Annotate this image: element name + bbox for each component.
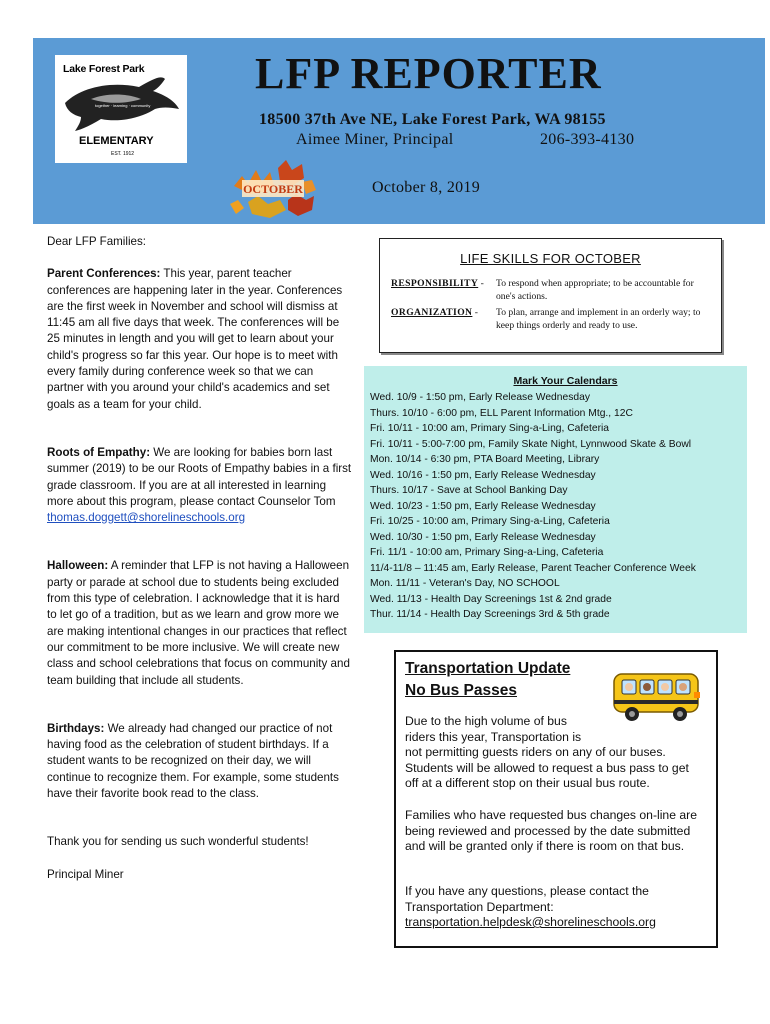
calendar-event: Thur. 11/14 - Health Day Screenings 3rd & 5th grade xyxy=(370,609,610,620)
skill-separator: - xyxy=(472,307,478,318)
calendar-events xyxy=(370,390,745,623)
transportation-box xyxy=(394,650,718,948)
skill-definition: To plan, arrange and implement in an orderly way; to keep things orderly and ready to use. xyxy=(496,307,701,331)
section-heading: Roots of Empathy: xyxy=(47,445,151,459)
logo-established: EST. 1912 xyxy=(111,151,135,157)
section-parent-conferences xyxy=(47,266,352,413)
section-halloween xyxy=(47,558,352,688)
transport-paragraph-1a: Due to the high volume of bus riders this year, Transportation is xyxy=(405,714,582,744)
transport-contact-text: If you have any questions, please contact the Transportation Department: xyxy=(405,884,649,914)
calendar-event: Thurs. 10/10 - 6:00 pm, ELL Parent Information Mtg., 12C xyxy=(370,407,633,419)
logo-school-name: Lake Forest Park xyxy=(63,63,145,75)
calendar-event: 11/4-11/8 – 11:45 am, Early Release, Parent Teacher Conference Week xyxy=(370,562,696,574)
school-phone: 206-393-4130 xyxy=(540,131,635,148)
letter-salutation: Dear LFP Families: xyxy=(47,235,147,248)
calendar-event: Fri. 10/11 - 5:00-7:00 pm, Family Skate Night, Lynnwood Skate & Bowl xyxy=(370,438,692,450)
skill-separator: - xyxy=(478,278,484,289)
calendar-title: Mark Your Calendars xyxy=(513,375,618,387)
calendar-event: Wed. 11/13 - Health Day Screenings 1st & 2nd grade xyxy=(370,593,612,605)
principal-letter xyxy=(47,234,352,883)
skill-responsibility xyxy=(391,278,711,303)
bus-passes-heading: No Bus Passes xyxy=(405,682,517,699)
life-skills-title: LIFE SKILLS FOR OCTOBER xyxy=(460,251,641,266)
newsletter-title: LFP REPORTER xyxy=(255,49,602,98)
school-bus-icon xyxy=(608,662,704,726)
school-logo xyxy=(55,55,187,163)
section-body: We already had changed our practice of not having food as the celebration of student birthdays. If a student wants to be recognized on their day, we will continue to recognize them. For example, some students have their favorite book read to the class. xyxy=(47,721,339,801)
section-heading: Halloween: xyxy=(47,559,109,573)
newsletter-date: October 8, 2019 xyxy=(372,179,481,196)
calendar-event: Fri. 10/25 - 10:00 am, Primary Sing-a-Ling, Cafeteria xyxy=(370,516,610,527)
section-body: A reminder that LFP is not having a Halloween party or parade at school due to students being excluded from this type of celebration. I acknowledge that it is hard to let go of a tradition, but as we learn and grow more we are making intentional changes in our practices that reflect our commitment to be more inclusive. We will create new class and school celebrations that focus on community and team building that include all students. xyxy=(47,559,350,687)
section-roots-of-empathy xyxy=(47,445,352,526)
school-address: 18500 37th Ave NE, Lake Forest Park, WA 98155 xyxy=(259,111,606,128)
transport-paragraph-3 xyxy=(405,884,705,931)
letter-thanks: Thank you for sending us such wonderful students! xyxy=(47,835,309,849)
svg-text:together · learning · communit: together · learning · community xyxy=(95,103,151,108)
counselor-email-link[interactable]: thomas.doggett@shorelineschools.org xyxy=(47,511,246,525)
calendar-event: Wed. 10/16 - 1:50 pm, Early Release Wednesday xyxy=(370,469,596,481)
calendar-box xyxy=(364,366,747,633)
transportation-heading: Transportation Update xyxy=(405,660,571,677)
calendar-event: Wed. 10/9 - 1:50 pm, Early Release Wednesday xyxy=(370,392,590,403)
section-birthdays xyxy=(47,721,352,802)
calendar-event: Mon. 10/14 - 6:30 pm, PTA Board Meeting, Library xyxy=(370,454,600,465)
section-body: We are looking for babies born last summer (2019) to be our Roots of Empathy babies in a first grade classroom. If you are at all interested in learning more about this program, please contact Counselor Tom xyxy=(47,445,352,508)
section-heading: Parent Conferences: xyxy=(47,267,161,281)
life-skills-box xyxy=(379,238,722,353)
skill-organization xyxy=(391,307,711,332)
calendar-event: Fri. 11/1 - 10:00 am, Primary Sing-a-Ling, Cafeteria xyxy=(370,547,604,558)
logo-elementary: ELEMENTARY xyxy=(79,135,154,147)
letter-signature: Principal Miner xyxy=(47,867,124,881)
section-heading: Birthdays: xyxy=(47,721,105,735)
skill-term: ORGANIZATION xyxy=(391,307,473,318)
skill-term: RESPONSIBILITY xyxy=(391,278,479,289)
transport-email-link[interactable]: transportation.helpdesk@shorelineschools.org xyxy=(405,915,656,929)
orca-logo-icon xyxy=(61,73,181,135)
october-art-label: OCTOBER xyxy=(243,182,303,196)
calendar-event: Wed. 10/30 - 1:50 pm, Early Release Wednesday xyxy=(370,531,596,543)
calendar-event: Fri. 10/11 - 10:00 am, Primary Sing-a-Ling, Cafeteria xyxy=(370,423,610,434)
principal-name: Aimee Miner, Principal xyxy=(296,131,454,148)
calendar-event: Mon. 11/11 - Veteran's Day, NO SCHOOL xyxy=(370,578,560,589)
calendar-event: Thurs. 10/17 - Save at School Banking Day xyxy=(370,485,568,496)
section-body: This year, parent teacher conferences are happening later in the year. Conferences are the first week in November and school will dismiss at 11:45 am all five days that week. The conferences will be 25 minutes in length and you will get to learn about your child's progress so far this year. Our hope is to meet with every family during conference week so that we can partner with you around your child's academics and set goals as a team for your child. xyxy=(47,267,343,411)
calendar-event: Wed. 10/23 - 1:50 pm, Early Release Wednesday xyxy=(370,500,596,512)
october-leaves-image xyxy=(228,156,318,220)
transport-paragraph-1b: not permitting guests riders on any of our buses. Students will be allowed to request a bus pass to get off at a different stop on their usual bus route. xyxy=(405,745,689,790)
skill-definition: To respond when appropriate; to be accountable for one's actions. xyxy=(496,278,694,302)
transport-paragraph-2: Families who have requested bus changes on-line are being reviewed and processed by the date submitted and will be granted only if there is room on that bus. xyxy=(405,808,697,853)
